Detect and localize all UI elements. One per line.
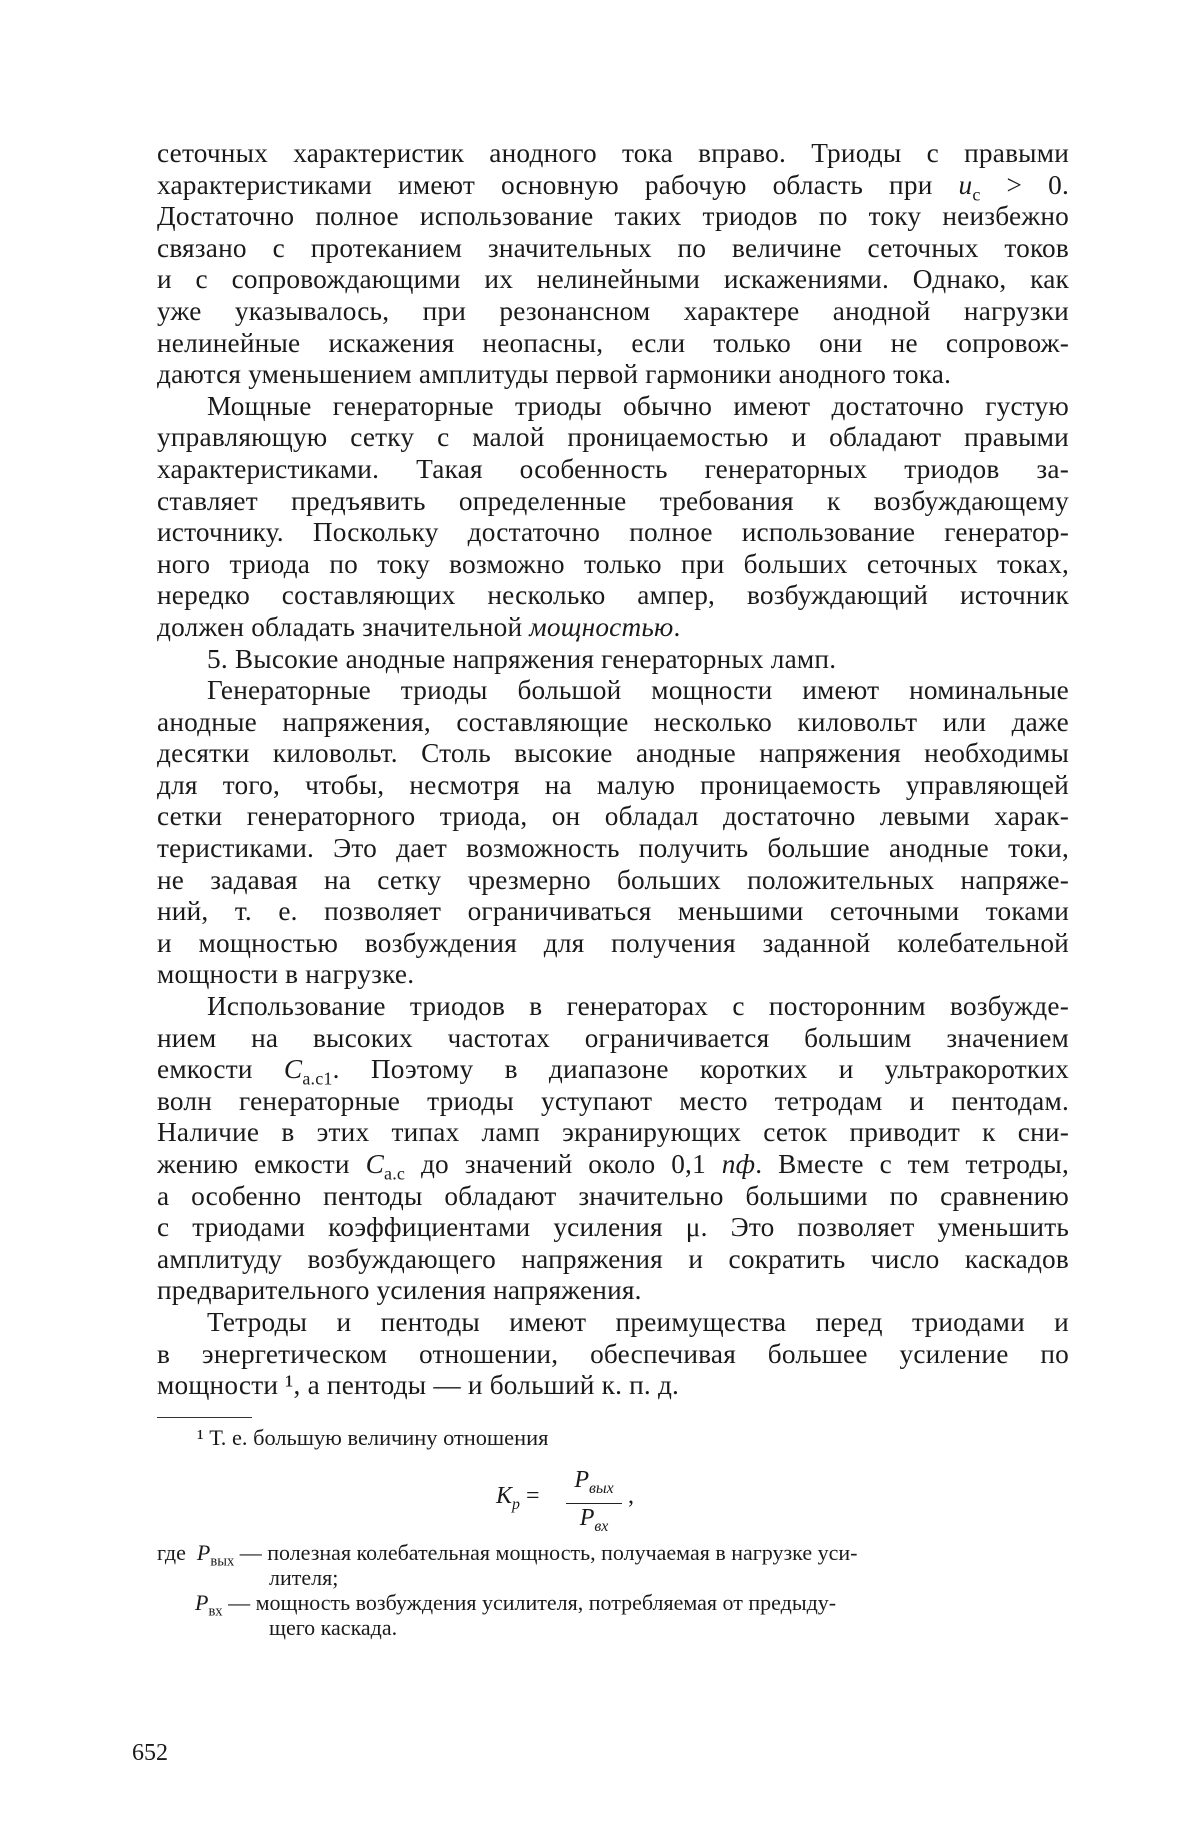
text-line: ставляет предъявить определенные требования к возбуждающему [157,485,1069,516]
text-line: характеристиками имеют основную рабочую область при $u_с > 0$. [157,169,1069,205]
section-heading: 5. Высокие анодные напряжения генераторных ламп. [207,643,837,674]
text-line: управляющую сетку с малой проницаемостью и обладают правыми [157,422,1069,453]
text-line: жению емкости $C_{а.с}$ до значений около 0,1 пф. Вместе с тем тетроды, [157,1149,1069,1184]
formula-fraction [566,1466,622,1541]
text-line: Мощные генераторные триоды обычно имеют достаточно густую [207,390,1069,421]
text-line: Генераторные триоды большой мощности имеют номинальные [207,675,1069,706]
definition-symbol: $P_{вых}$ [196,1540,235,1570]
text-line: сетки генераторного триода, он обладал достаточно левыми харак- [157,801,1069,832]
symbol-sub: а.с [384,1163,406,1184]
formula-numerator: $P_{вых}$ [566,1466,622,1504]
text-line: нередко составляющих несколько ампер, возбуждающий источник [157,580,1069,611]
definition-text: — мощность возбуждения усилителя, потребляемая от предыду- [228,1590,837,1615]
text-line: предварительного усиления напряжения. [157,1275,642,1306]
symbol-c: C [283,1054,303,1085]
text-line: Достаточно полное использование таких триодов по току неизбежно [157,201,1069,232]
text-line: ного триода по току возможно только при больших сеточных токах, [157,548,1069,579]
text-line: десятки киловольт. Столь высокие анодные напряжения необходимы [157,738,1069,769]
text-line: анодные напряжения, составляющие несколько киловольт или даже [157,706,1069,737]
text-line: мощности ¹, а пентоды — и больший к. п. д. [157,1370,680,1401]
formula-denominator: $P_{вх}$ [579,1504,609,1535]
text-line: для того, чтобы, несмотря на малую проницаемость управляющей [157,769,1069,800]
symbol-c: C [365,1149,384,1179]
text-line: с триодами коэффициентами усиления μ. Это позволяет уменьшить [157,1212,1069,1243]
text-line: не задавая на сетку чрезмерно больших положительных напряже- [157,864,1069,895]
footnote-divider [157,1417,252,1418]
footnote-intro: ¹ Т. е. большую величину отношения [197,1425,549,1450]
definition-text: — полезная колебательная мощность, получаемая в нагрузке уси- [239,1540,858,1565]
definition-lead: где [157,1540,186,1565]
text-line: источнику. Поскольку достаточно полное использование генератор- [157,517,1069,548]
text-line: амплитуду возбуждающего напряжения и сократить число каскадов [157,1243,1069,1274]
text-line: связано с протеканием значительных по величине сеточных токов [157,232,1069,263]
text-line: сеточных характеристик анодного тока вправо. Триоды с правыми [157,138,1069,168]
unit-pf: пф [721,1149,756,1179]
text-line: мощности в нагрузке. [157,959,415,990]
text-line: ний, т. е. позволяет ограничиваться меньшими сеточными токами [157,896,1069,927]
text-line: Тетроды и пентоды имеют преимущества перед триодами и [207,1306,1069,1337]
text-line: в энергетическом отношении, обеспечивая большее усиление по [157,1338,1069,1369]
symbol-sub: с [972,184,981,205]
formula [496,1466,696,1536]
formula-comma: , [628,1483,634,1509]
page-number: 652 [132,1740,168,1766]
text-line: емкости $C_{а.с1}$. Поэтому в диапазоне коротких и ультракоротких [157,1054,1069,1089]
formula-lhs: $K_р$ = [496,1483,540,1513]
definition-continuation: лителя; [269,1565,339,1590]
definition-continuation: щего каскада. [269,1615,398,1640]
text-line: и мощностью возбуждения для получения заданной колебательной [157,927,1069,958]
text-line: теристиками. Это дает возможность получить большие анодные токи, [157,833,1069,864]
text-line: Наличие в этих типах ламп экранирующих сеток приводит к сни- [157,1117,1069,1148]
text-line: должен обладать значительной мощностью. [157,611,681,642]
emphasis-text: мощностью [529,611,674,642]
text-line: характеристиками. Такая особенность генераторных триодов за- [157,453,1069,484]
text-line: волн генераторные триоды уступают место тетродам и пентодам. [157,1085,1069,1116]
text-line: даются уменьшением амплитуды первой гармоники анодного тока. [157,359,952,390]
definition-row [157,1590,1069,1620]
definition-symbol: $P_{вх}$ [195,1590,223,1620]
text-line: и с сопровождающими их нелинейными искажениями. Однако, как [157,264,1069,295]
footnote [157,1424,1069,1451]
text-line: Использование триодов в генераторах с посторонним возбужде- [207,991,1069,1022]
text-line: нием на высоких частотах ограничивается большим значением [157,1022,1069,1053]
symbol-u: u [958,169,973,200]
main-text [157,138,1069,1402]
text-line: нелинейные искажения неопасны, если только они не сопровож- [157,327,1069,358]
symbol-sub: а.с1 [302,1068,333,1089]
definition-row [157,1540,1069,1570]
footnote-definitions [157,1540,1069,1640]
text-line: уже указывалось, при резонансном характере анодной нагрузки [157,295,1069,326]
text-line: а особенно пентоды обладают значительно большими по сравнению [157,1180,1069,1211]
